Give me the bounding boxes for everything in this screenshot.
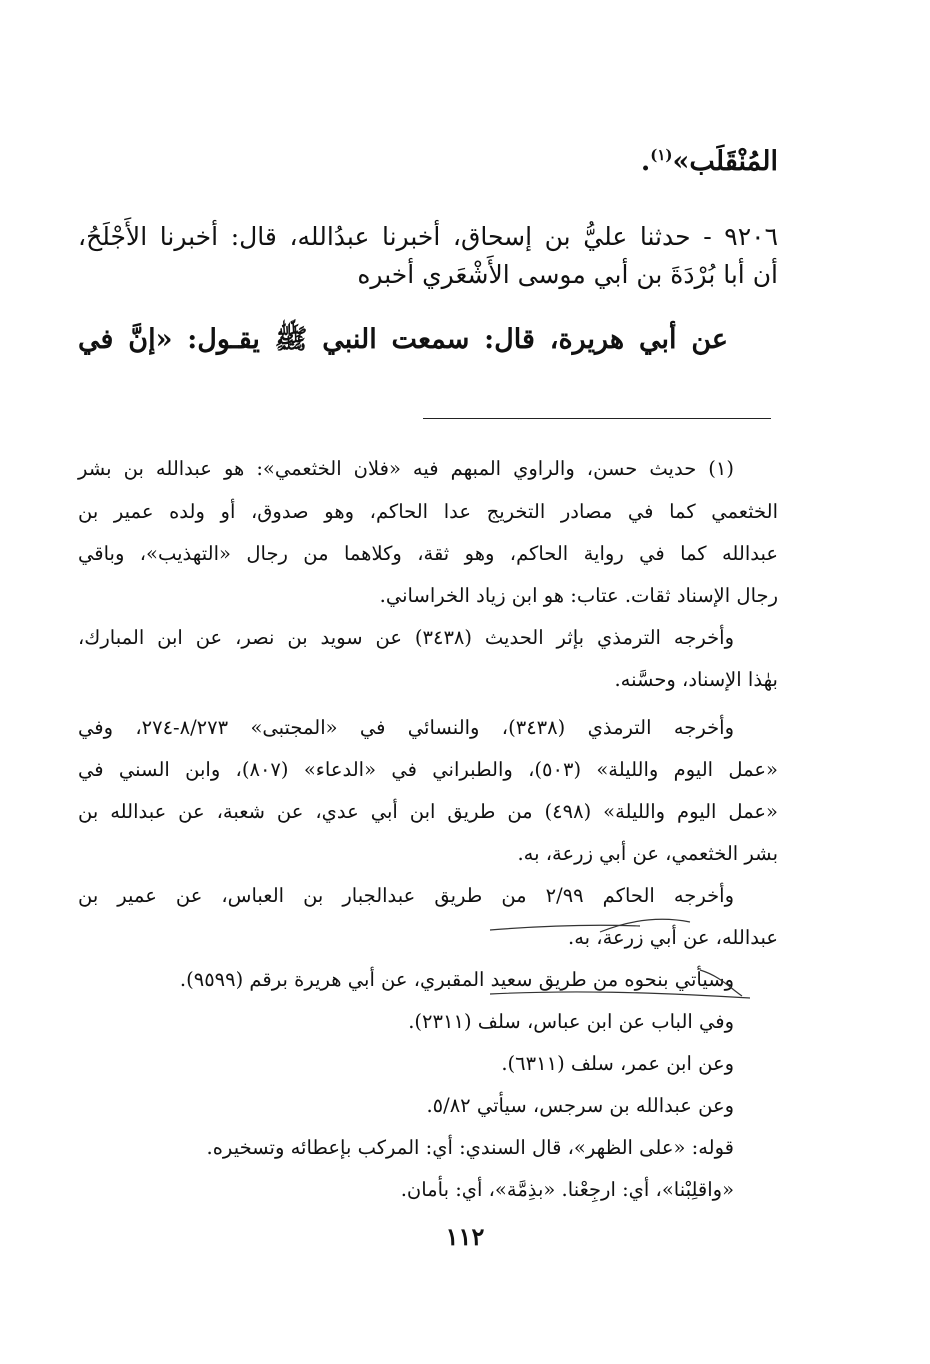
- footnote-divider: [423, 418, 771, 419]
- footnote-line: [78, 1092, 734, 1120]
- main-line-1-end: .: [640, 146, 651, 177]
- footnote-line-text: وفي الباب عن ابن عباس، سلف (٢٣١١).: [408, 1010, 734, 1033]
- footnote-line: [78, 455, 734, 483]
- main-line-1-text: المُنْقَلَب»: [672, 146, 778, 177]
- footnote-line-text: رجال الإسناد ثقات. عتاب: هو ابن زياد الخراساني.: [379, 584, 778, 607]
- footnote-line-text: «عمل اليوم والليلة» (٥٠٣)، والطبراني في «الدعاء» (٨٠٧)، وابن السني في: [78, 758, 778, 781]
- footnote-line: [78, 756, 778, 784]
- footnote-line-text: بهٰذا الإسناد، وحسَّنه.: [614, 668, 778, 691]
- footnote-line-text: قوله: «على الظهر»، قال السندي: أي: المركب بإعطائه وتسخيره.: [206, 1136, 734, 1159]
- footnote-line: [78, 798, 778, 826]
- main-line-1: [78, 144, 778, 180]
- footnote-ref-1: (١): [650, 146, 673, 164]
- footnote-line-text: وأخرجه الترمذي (٣٤٣٨)، والنسائي في «المجتبى» ٨/٢٧٣-٢٧٤، وفي: [78, 716, 735, 739]
- footnote-line: [78, 1134, 734, 1162]
- footnote-line: [78, 966, 734, 994]
- footnote-line: [78, 924, 778, 952]
- footnote-line: [78, 498, 778, 526]
- footnote-line-text: بشر الخثعمي، عن أبي زرعة، به.: [517, 842, 778, 865]
- footnote-line-text: «عمل اليوم والليلة» (٤٩٨) من طريق ابن أبي عدي، عن شعبة، عن عبدالله بن: [78, 800, 778, 823]
- main-line-3-text: أن أبا بُرْدَةَ بن أبي موسى الأَشْعَري أخبره: [357, 260, 778, 289]
- footnote-line-text: (١) حديث حسن، والراوي المبهم فيه «فلان الخثعمي»: هو عبدالله بن بشر: [78, 457, 734, 480]
- main-line-2: [78, 220, 778, 254]
- footnote-line: [78, 1050, 734, 1078]
- footnote-line-text: وعن ابن عمر، سلف (٦٣١١).: [501, 1052, 734, 1075]
- footnote-line: [78, 666, 778, 694]
- footnote-line: [78, 1008, 734, 1036]
- main-line-4-text: عن أبي هريرة، قال: سمعت النبي ﷺ يقـول: «إنَّ في: [78, 324, 728, 355]
- footnote-line: [78, 840, 778, 868]
- footnote-line: [78, 714, 734, 742]
- footnote-line: [78, 1176, 734, 1204]
- footnote-line: [78, 540, 778, 568]
- footnote-line: [78, 882, 734, 910]
- footnote-line: [78, 624, 734, 652]
- footnote-line-text: وأخرجه الحاكم ٢/٩٩ من طريق عبدالجبار بن العباس، عن عمير بن: [78, 884, 735, 907]
- footnote-line-text: وأخرجه الترمذي بإثر الحديث (٣٤٣٨) عن سويد بن نصر، عن ابن المبارك،: [78, 626, 735, 649]
- footnote-line-text: «واقلِبْنا»، أي: ارجِعْنا. «بذِمَّة»، أي: بأمان.: [400, 1178, 734, 1201]
- main-line-2-text: ٩٢٠٦ - حدثنا عليُّ بن إسحاق، أخبرنا عبدُالله، قال: أخبرنا الأَجْلَحُ،: [78, 222, 778, 251]
- footnote-line-text: عبدالله كما في رواية الحاكم، وهو ثقة، وكلاهما من رجال «التهذيب»، وباقي: [78, 542, 778, 565]
- footnote-line-text: وعن عبدالله بن سرجس، سيأتي ٥/٨٢.: [426, 1094, 734, 1117]
- footnote-line-text: عبدالله، عن أبي زرعة، به.: [568, 926, 778, 949]
- main-line-3: [78, 258, 778, 292]
- main-line-4: [78, 322, 728, 358]
- page-number: ١١٢: [445, 1222, 485, 1251]
- footnote-line-text: وسيأتي بنحوه من طريق سعيد المقبري، عن أبي هريرة برقم (٩٥٩٩).: [179, 968, 734, 991]
- footnote-line: [78, 582, 778, 610]
- footnote-line-text: الخثعمي كما في مصادر التخريج عدا الحاكم، وهو صدوق، أو ولده عمير بن: [78, 500, 778, 523]
